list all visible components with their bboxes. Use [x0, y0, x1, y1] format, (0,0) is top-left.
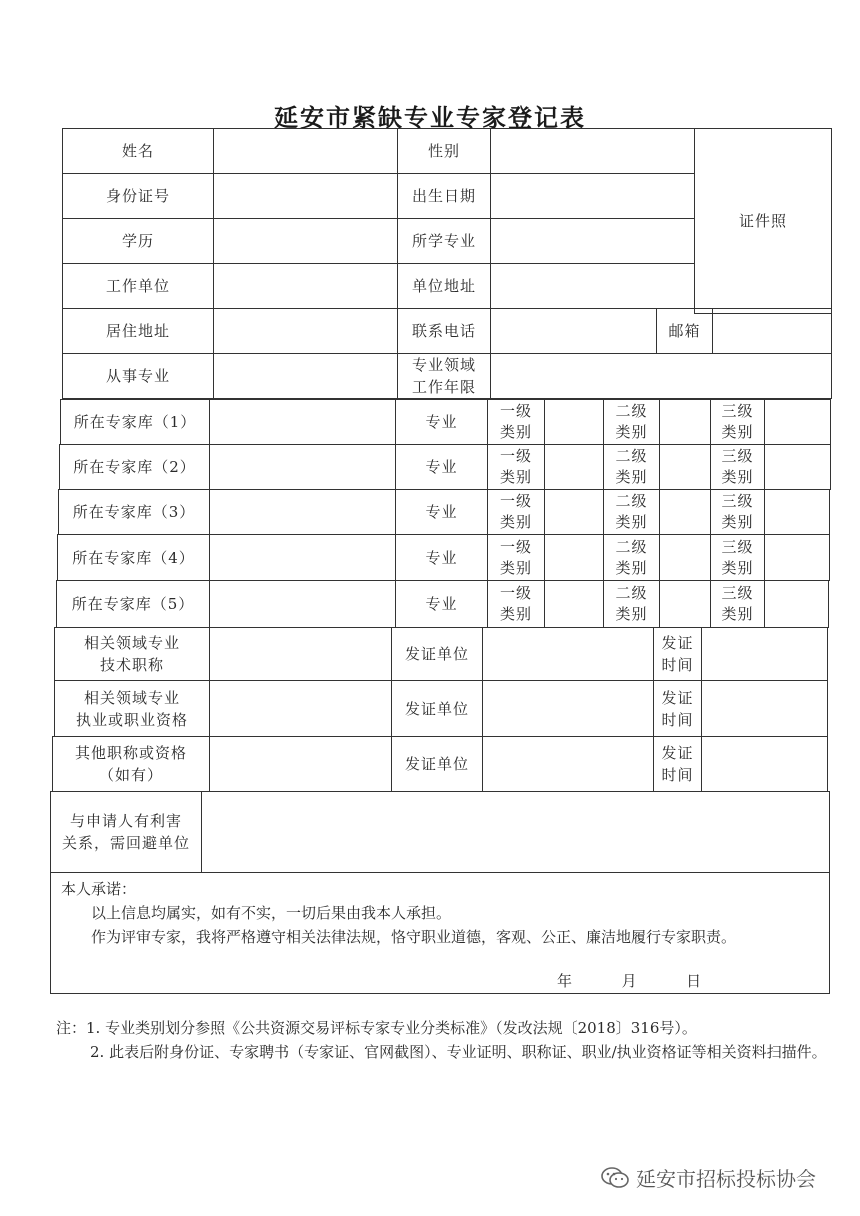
library-3-label: 所在专家库（3）	[58, 489, 210, 535]
watermark	[600, 1163, 816, 1192]
cert1-time-field[interactable]	[701, 627, 828, 681]
wechat-icon	[600, 1165, 630, 1191]
birth-field[interactable]	[490, 173, 695, 219]
years-field[interactable]	[490, 353, 832, 399]
library-1-level1-field[interactable]	[544, 399, 604, 445]
edu-label: 学历	[62, 218, 214, 264]
phone-field[interactable]	[490, 308, 657, 354]
name-label: 姓名	[62, 128, 214, 174]
library-5-level2-field[interactable]	[659, 580, 711, 628]
years-label: 专业领域 工作年限	[397, 353, 491, 399]
cert1-issuer-label: 发证单位	[391, 627, 483, 681]
library-2-label: 所在专家库（2）	[59, 444, 210, 490]
cert1-time-label: 发证 时间	[653, 627, 702, 681]
library-4-level2-label: 二级 类别	[603, 534, 660, 581]
gender-field[interactable]	[490, 128, 695, 174]
library-1-specialty-label: 专业	[395, 399, 488, 445]
library-1-level2-label: 二级 类别	[603, 399, 660, 445]
cert3-issuer-label: 发证单位	[391, 736, 483, 792]
note-2: 2. 此表后附身份证、专家聘书（专家证、官网截图）、专业证明、职称证、职业/执业资格证等相关资料扫描件。	[90, 1043, 827, 1061]
library-1-level3-field[interactable]	[764, 399, 831, 445]
day-label: 日	[686, 972, 702, 990]
promise-line-1: 以上信息均属实，如有不实，一切后果由我本人承担。	[91, 904, 452, 922]
library-2-level3-label: 三级 类别	[710, 444, 765, 490]
library-3-level1-field[interactable]	[544, 489, 604, 535]
library-5-level3-label: 三级 类别	[710, 580, 765, 628]
library-4-level2-field[interactable]	[659, 534, 711, 581]
library-2-level1-label: 一级 类别	[487, 444, 545, 490]
library-1-level3-label: 三级 类别	[710, 399, 765, 445]
email-label: 邮箱	[656, 308, 713, 354]
note-1: 注：1. 专业类别划分参照《公共资源交易评标专家专业分类标准》（发改法规〔2018〕316号）。	[56, 1019, 697, 1037]
promise-section	[50, 872, 830, 994]
cert2-label: 相关领域专业 执业或职业资格	[54, 680, 210, 737]
library-3-specialty-label: 专业	[395, 489, 488, 535]
home-addr-label: 居住地址	[62, 308, 214, 354]
library-4-level3-field[interactable]	[764, 534, 830, 581]
library-3-field[interactable]	[209, 489, 396, 535]
cert3-label: 其他职称或资格 （如有）	[52, 736, 210, 792]
page-title: 延安市紧缺专业专家登记表	[274, 103, 586, 132]
field-label: 从事专业	[62, 353, 214, 399]
phone-label: 联系电话	[397, 308, 491, 354]
library-3-level2-field[interactable]	[659, 489, 711, 535]
library-4-field[interactable]	[209, 534, 396, 581]
library-2-level1-field[interactable]	[544, 444, 604, 490]
cert3-time-label: 发证 时间	[653, 736, 702, 792]
unit-addr-label: 单位地址	[397, 263, 491, 309]
month-label: 月	[621, 972, 637, 990]
library-3-level1-label: 一级 类别	[487, 489, 545, 535]
library-5-specialty-label: 专业	[395, 580, 488, 628]
name-field[interactable]	[213, 128, 398, 174]
library-2-field[interactable]	[209, 444, 396, 490]
promise-date[interactable]	[557, 969, 701, 993]
library-2-level2-field[interactable]	[659, 444, 711, 490]
promise-line-2: 作为评审专家，我将严格遵守相关法律法规，恪守职业道德，客观、公正、廉洁地履行专家职责。	[91, 928, 737, 946]
library-4-level1-label: 一级 类别	[487, 534, 545, 581]
birth-label: 出生日期	[397, 173, 491, 219]
major-label: 所学专业	[397, 218, 491, 264]
library-4-label: 所在专家库（4）	[57, 534, 210, 581]
work-unit-label: 工作单位	[62, 263, 214, 309]
year-label: 年	[557, 972, 573, 990]
cert1-label: 相关领域专业 技术职称	[54, 627, 210, 681]
library-5-field[interactable]	[209, 580, 396, 628]
cert2-issuer-label: 发证单位	[391, 680, 483, 737]
gender-label: 性别	[397, 128, 491, 174]
library-5-label: 所在专家库（5）	[56, 580, 210, 628]
library-1-level1-label: 一级 类别	[487, 399, 545, 445]
id-field[interactable]	[213, 173, 398, 219]
email-field[interactable]	[712, 308, 832, 354]
library-1-field[interactable]	[209, 399, 396, 445]
library-5-level3-field[interactable]	[764, 580, 829, 628]
photo-box[interactable]: 证件照	[694, 128, 832, 314]
field-field[interactable]	[213, 353, 398, 399]
cert2-field[interactable]	[209, 680, 392, 737]
library-5-level1-label: 一级 类别	[487, 580, 545, 628]
cert1-issuer-field[interactable]	[482, 627, 654, 681]
cert3-time-field[interactable]	[701, 736, 828, 792]
library-4-specialty-label: 专业	[395, 534, 488, 581]
conflict-label: 与申请人有利害 关系，需回避单位	[50, 791, 202, 873]
notes	[56, 1016, 836, 1064]
cert1-field[interactable]	[209, 627, 392, 681]
library-4-level3-label: 三级 类别	[710, 534, 765, 581]
library-3-level3-field[interactable]	[764, 489, 830, 535]
cert2-time-field[interactable]	[701, 680, 828, 737]
major-field[interactable]	[490, 218, 695, 264]
library-3-level2-label: 二级 类别	[603, 489, 660, 535]
unit-addr-field[interactable]	[490, 263, 695, 309]
cert3-field[interactable]	[209, 736, 392, 792]
work-unit-field[interactable]	[213, 263, 398, 309]
library-3-level3-label: 三级 类别	[710, 489, 765, 535]
library-2-specialty-label: 专业	[395, 444, 488, 490]
promise-heading: 本人承诺：	[61, 880, 137, 898]
cert3-issuer-field[interactable]	[482, 736, 654, 792]
conflict-field[interactable]	[201, 791, 830, 873]
watermark-text: 延安市招标投标协会	[636, 1167, 816, 1191]
id-label: 身份证号	[62, 173, 214, 219]
library-5-level2-label: 二级 类别	[603, 580, 660, 628]
library-5-level1-field[interactable]	[544, 580, 604, 628]
library-1-label: 所在专家库（1）	[60, 399, 210, 445]
library-4-level1-field[interactable]	[544, 534, 604, 581]
edu-field[interactable]	[213, 218, 398, 264]
home-addr-field[interactable]	[213, 308, 398, 354]
library-2-level3-field[interactable]	[764, 444, 831, 490]
cert2-time-label: 发证 时间	[653, 680, 702, 737]
library-2-level2-label: 二级 类别	[603, 444, 660, 490]
cert2-issuer-field[interactable]	[482, 680, 654, 737]
library-1-level2-field[interactable]	[659, 399, 711, 445]
